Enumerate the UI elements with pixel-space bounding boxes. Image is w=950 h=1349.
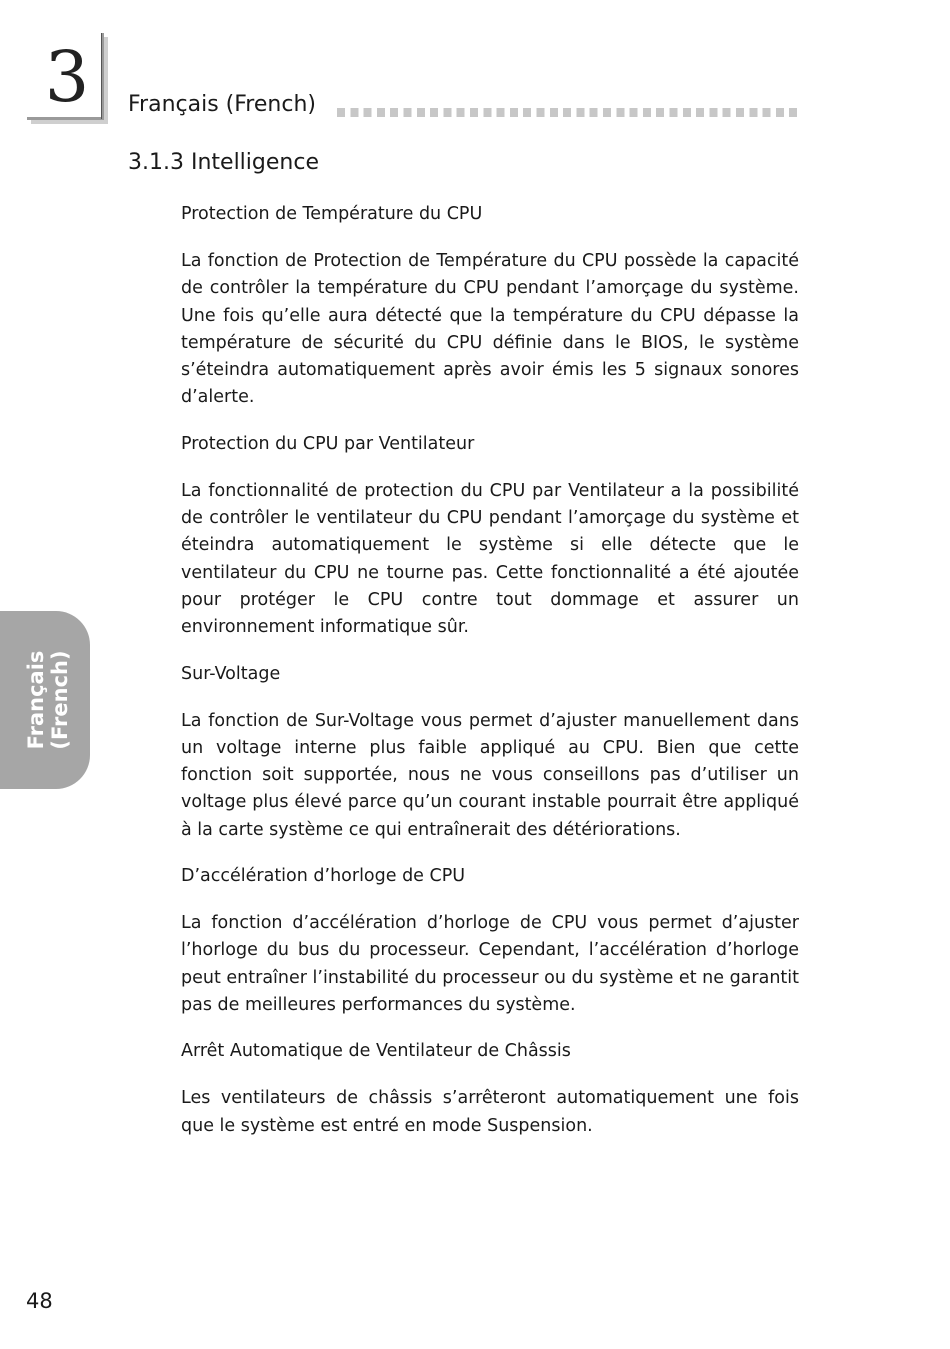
block-over-voltage xyxy=(181,661,799,844)
section-heading: 3.1.3 Intelligence xyxy=(128,150,319,175)
subheading: D’accélération d’horloge de CPU xyxy=(181,866,466,887)
header-title: Français (French) xyxy=(128,92,316,117)
header-dot-leader xyxy=(337,108,799,117)
block-cpu-fan-protection xyxy=(181,431,799,642)
subheading: Protection de Température du CPU xyxy=(181,204,483,224)
chapter-number: 3 xyxy=(44,36,90,118)
paragraph: La fonction d’accélération d’horloge de CPU vous permet d’ajuster l’horloge du bus du processeur. Cependant, l’accélération d’horloge peut entraîner l’instabilité du processeur ou du système et ne garantit pas de meilleures performances du système. xyxy=(181,913,799,1015)
block-chassis-fan-auto-off xyxy=(181,1038,799,1140)
chapter-number-box xyxy=(27,33,104,120)
page-number: 48 xyxy=(26,1289,53,1313)
paragraph: Les ventilateurs de châssis s’arrêteront automatiquement une fois que le système est entré en mode Suspension. xyxy=(181,1088,799,1136)
block-cpu-overclocking xyxy=(181,863,799,1019)
language-side-tab-label xyxy=(24,650,72,749)
subheading: Sur-Voltage xyxy=(181,663,281,684)
content-body xyxy=(181,201,799,1159)
block-cpu-temperature-protection xyxy=(181,201,799,412)
subheading: Arrêt Automatique de Ventilateur de Châssis xyxy=(181,1041,571,1062)
paragraph: La fonctionnalité de protection du CPU par Ventilateur a la possibilité de contrôler le ventilateur du CPU pendant l’amorçage du système et éteindra automatiquement le système si elle détecte que le ventilateur du CPU ne tourne pas. Cette fonctionnalité a été ajoutée pour protéger le CPU contre tout dommage et assurer un environnement informatique sûr. xyxy=(181,480,799,638)
paragraph: La fonction de Sur-Voltage vous permet d’ajuster manuellement dans un voltage interne plus faible appliqué au CPU. Bien que cette fonction soit supportée, nous ne vous conseillons pas d’utiliser un voltage plus élevé parce qu’un courant instable pourrait être appliqué à la carte système ce qui entraînerait des détériorations. xyxy=(181,710,799,840)
side-tab-line-1: Français xyxy=(24,650,48,750)
subheading: Protection du CPU par Ventilateur xyxy=(181,433,475,454)
paragraph: La fonction de Protection de Température du CPU possède la capacité de contrôler la température du CPU pendant l’amorçage du système. Une fois qu’elle aura détecté que la température du CPU dépasse la température de sécurité du CPU définie dans le BIOS, le système s’éteindra automatiquement après avoir émis les 5 signaux sonores d’alerte. xyxy=(181,251,799,408)
side-tab-line-2: (French) xyxy=(48,650,72,750)
